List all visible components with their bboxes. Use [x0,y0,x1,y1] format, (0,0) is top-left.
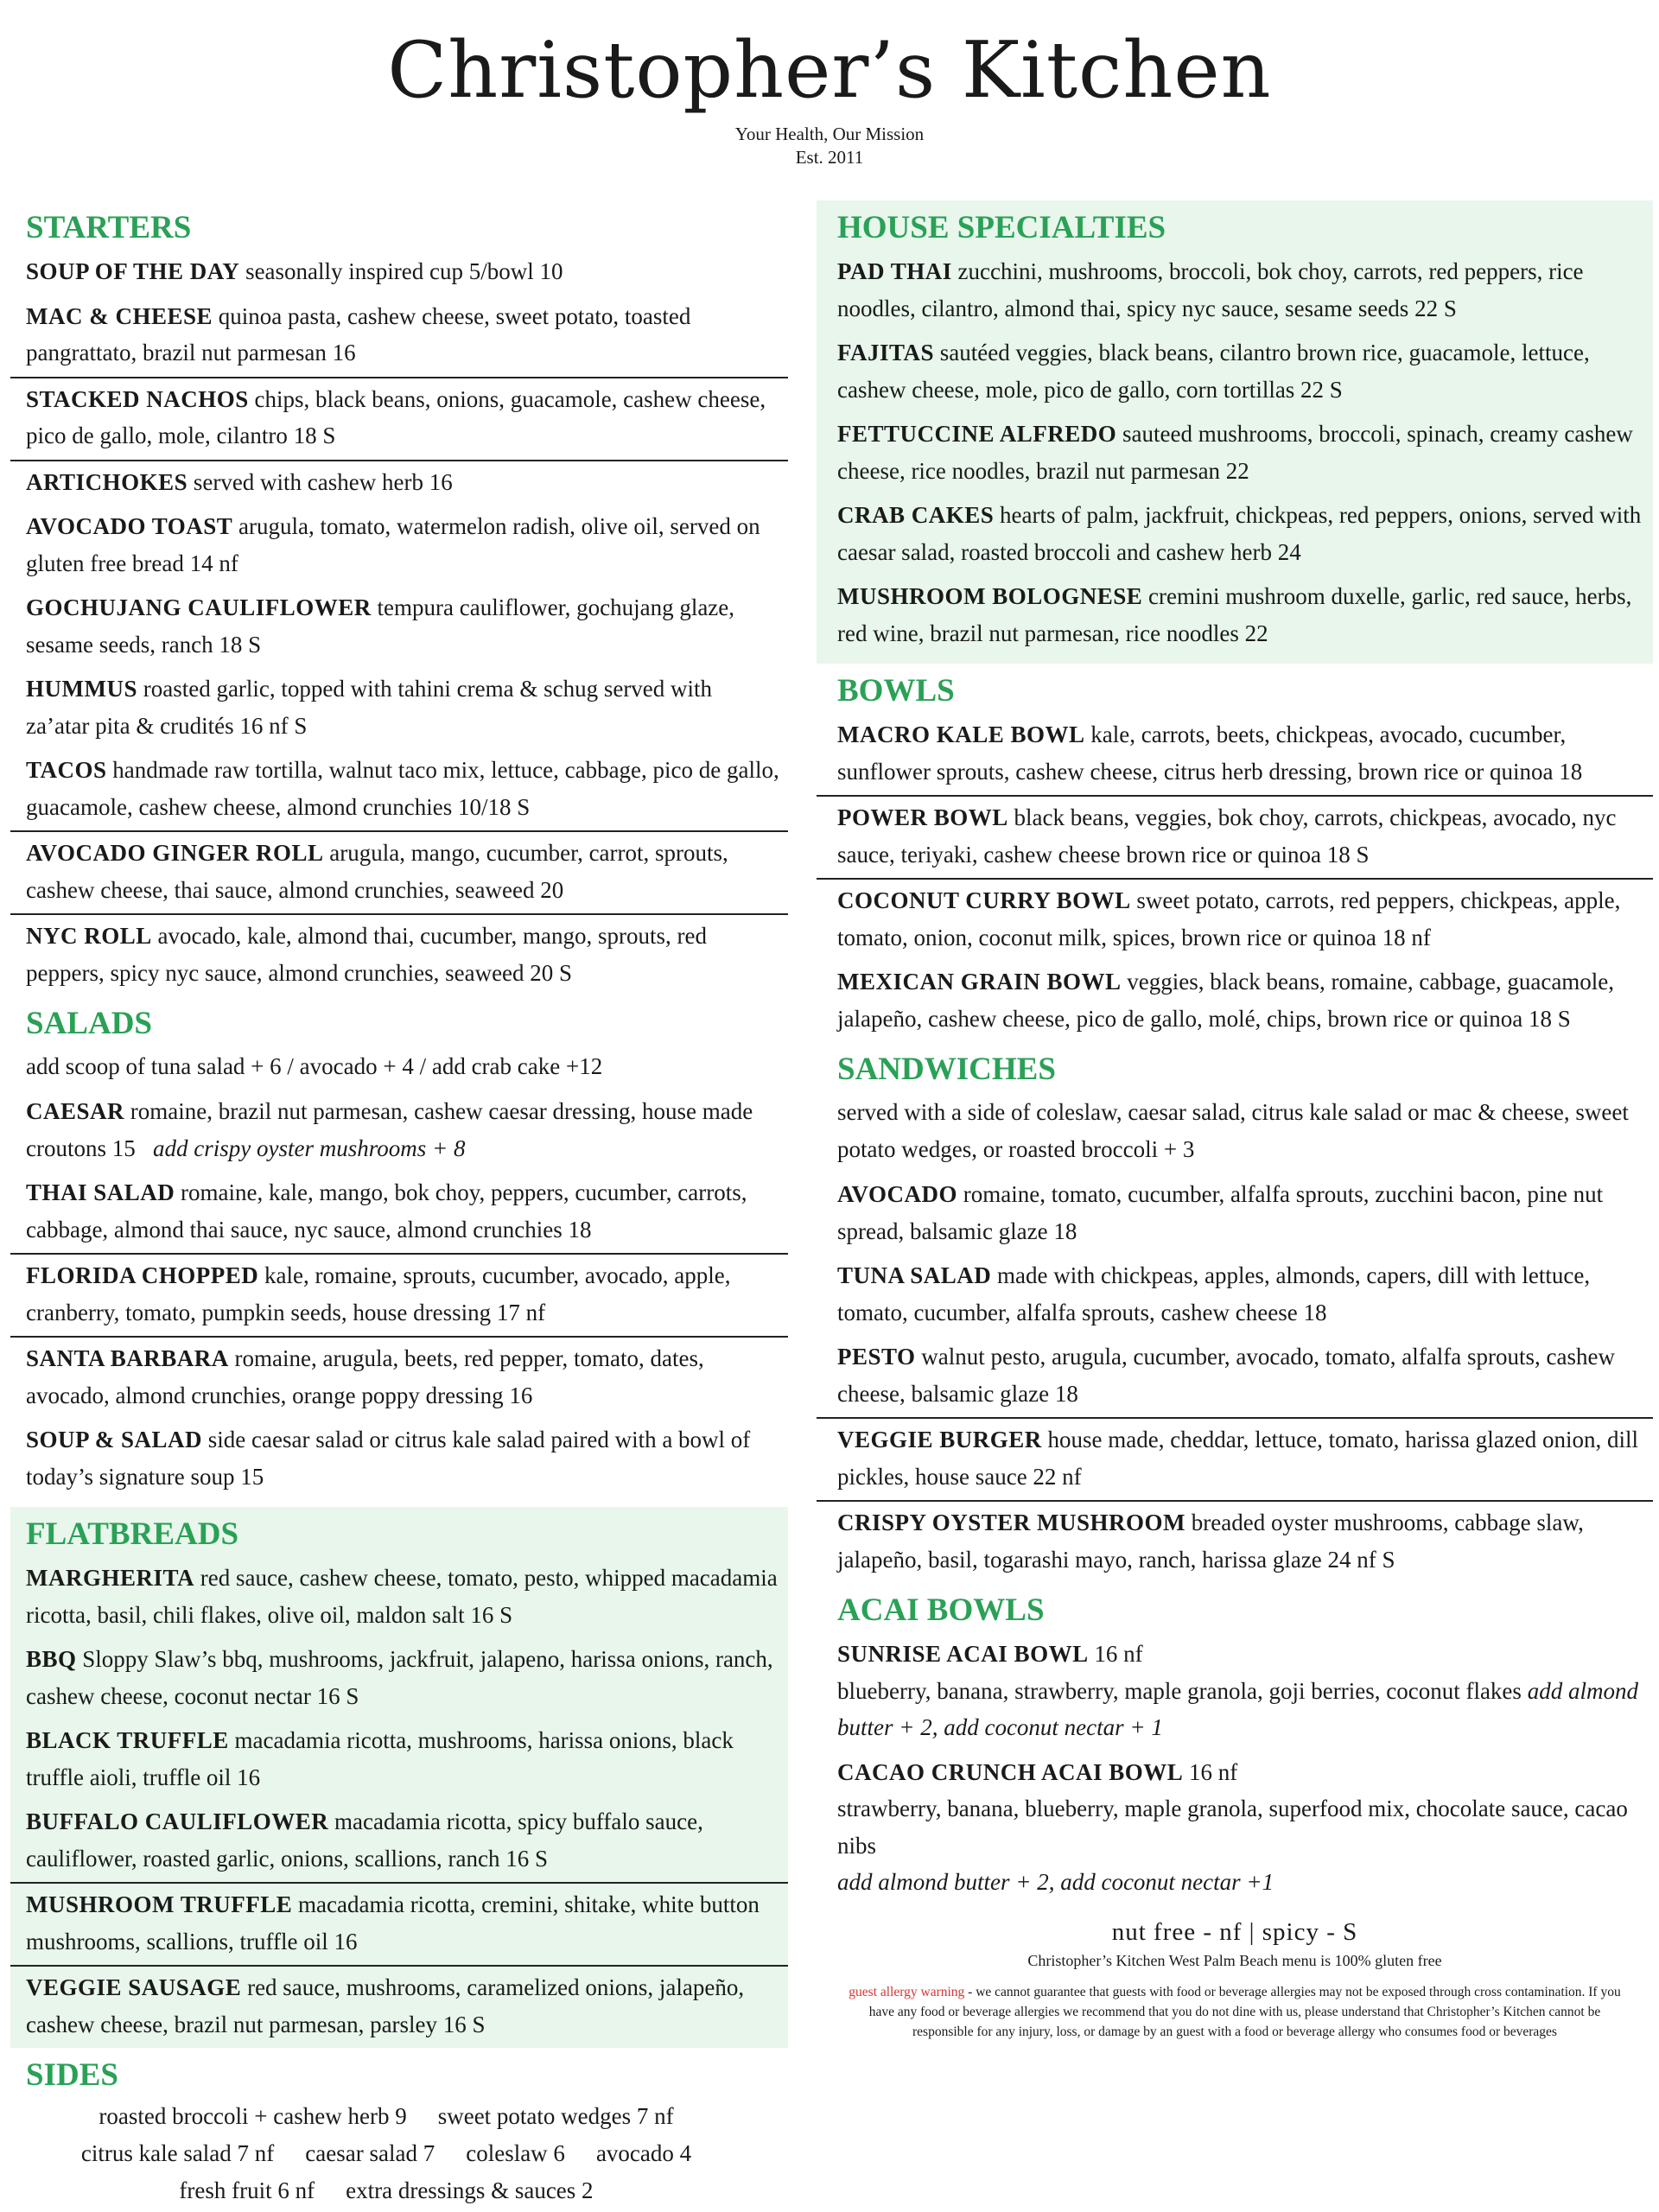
item-name: SOUP OF THE DAY [26,258,240,284]
menu-item [817,1633,1653,1751]
tagline: Your Health, Our Mission [734,124,925,144]
item-name: BBQ [26,1646,77,1672]
item-name: BUFFALO CAULIFLOWER [26,1808,329,1834]
item-name: NYC ROLL [26,923,152,949]
item-desc: avocado, kale, almond thai, cucumber, mango, sprouts, red peppers, spicy nyc sauce, almond crunchies, seaweed 20 S [26,923,707,986]
allergy-warning-text: - we cannot guarantee that guests with food or beverage allergies may not be exposed through cross contamination. If you have any food or beverage allergies we recommend that you do not dine with us, please understand that Christopher’s Kitchen cannot be responsible for any injury, loss, or damage by an guest with a food or beverage allergy who consumes food or beverages [868,1984,1621,2039]
item-name: MAC & CHEESE [26,302,213,329]
item-name: MARGHERITA [26,1565,195,1591]
item-addon-note: add almond butter + 2, add coconut nectar + 1 [837,1677,1638,1740]
item-desc: kale, romaine, sprouts, cucumber, avocado, apple, cranberry, tomato, pumpkin seeds, house dressing 17 nf [26,1262,731,1325]
item-price: 16 nf [1088,1641,1143,1667]
item-name: POWER BOWL [837,804,1008,830]
menu-item [817,332,1653,413]
item-desc: sauteed mushrooms, broccoli, spinach, creamy cashew cheese, rice noodles, brazil nut parmesan 22 [837,421,1633,484]
item-desc: romaine, tomato, cucumber, alfalfa sprouts, zucchini bacon, pine nut spread, balsamic glaze 18 [837,1181,1604,1244]
established-year: Est. 2011 [795,147,864,168]
section-title-acai-bowls: ACAI BOWLS [837,1592,1045,1628]
item-name: VEGGIE SAUSAGE [26,1974,242,2000]
bowls-section [817,664,1653,1042]
menu-item [10,378,788,461]
item-name: MACRO KALE BOWL [837,721,1085,747]
item-price: 16 nf [1183,1758,1238,1785]
item-name: PESTO [837,1344,916,1370]
section-title-sides: SIDES [26,2057,118,2093]
side-item: coleslaw 6 [466,2140,565,2166]
item-desc: sweet potato, carrots, red peppers, chickpeas, apple, tomato, onion, coconut milk, spices, brown rice or quinoa 18 nf [837,887,1621,950]
item-desc: sautéed veggies, black beans, cilantro brown rice, guacamole, lettuce, cashew cheese, mole, pico de gallo, corn tortillas 22 S [837,340,1590,403]
sides-row [10,2098,762,2135]
menu-item [10,668,788,749]
item-name: AVOCADO TOAST [26,513,233,539]
menu-item [10,1557,788,1638]
item-name: THAI SALAD [26,1179,175,1205]
section-title-flatbreads: FLATBREADS [26,1516,239,1552]
sandwiches-section [817,1042,1653,1583]
menu-item [817,1751,1653,1906]
item-desc: seasonally inspired cup 5/bowl 10 [239,258,563,284]
item-name: COCONUT CURRY BOWL [837,887,1131,913]
menu-item [10,1967,788,2048]
menu-item [10,749,788,832]
item-desc: arugula, mango, cucumber, carrot, sprouts, cashew cheese, thai sauce, almond crunchies, seaweed 20 [26,840,728,903]
item-name: CACAO CRUNCH ACAI BOWL [837,1758,1184,1785]
menu-item [10,505,788,587]
left-column [10,200,788,2209]
item-name: BLACK TRUFFLE [26,1727,229,1753]
item-desc: zucchini, mushrooms, broccoli, bok choy, carrots, red peppers, rice noodles, cilantro, almond thai, spicy nyc sauce, sesame seeds 22 S [837,258,1584,321]
item-name: FETTUCCINE ALFREDO [837,421,1117,447]
right-column [817,200,1653,2042]
item-name: FLORIDA CHOPPED [26,1262,259,1288]
menu-item [10,1719,788,1801]
menu-item [817,1336,1653,1419]
flatbreads-section [10,1507,788,2048]
item-desc: macadamia ricotta, mushrooms, harissa onions, black truffle aioli, truffle oil 16 [26,1727,734,1790]
menu-item [10,461,788,506]
menu-item [817,575,1653,657]
section-title-house-specialties: HOUSE SPECIALTIES [837,210,1166,245]
menu-item [817,1419,1653,1502]
item-desc: blueberry, banana, strawberry, maple granola, goji berries, coconut flakes [837,1677,1528,1704]
item-desc: breaded oyster mushrooms, cabbage slaw, jalapeño, basil, togarashi mayo, ranch, harissa glaze 24 nf S [837,1510,1584,1573]
menu-item [817,714,1653,797]
menu-item [10,296,788,378]
side-item: citrus kale salad 7 nf [80,2140,275,2166]
menu-item [10,832,788,915]
item-desc: cremini mushroom duxelle, garlic, red sauce, herbs, red wine, brazil nut parmesan, rice noodles 22 [837,583,1632,646]
item-desc: arugula, tomato, watermelon radish, olive oil, served on gluten free bread 14 nf [26,513,760,576]
allergy-warning-label: guest allergy warning [849,1984,965,1999]
section-title-sandwiches: SANDWICHES [837,1052,1056,1087]
gluten-free-note: Christopher’s Kitchen West Palm Beach menu is 100% gluten free [1027,1951,1442,1969]
menu-item [817,1255,1653,1336]
item-name: TACOS [26,757,107,783]
section-title-bowls: BOWLS [837,673,955,709]
side-item: extra dressings & sauces 2 [346,2177,594,2203]
side-item: avocado 4 [595,2140,692,2166]
menu-item [817,1173,1653,1255]
starters-section [10,200,788,996]
allergy-warning [817,1982,1653,2042]
item-desc: strawberry, banana, blueberry, maple granola, superfood mix, chocolate sauce, cacao nibs [837,1796,1628,1859]
menu-header [0,0,1659,169]
item-name: SOUP & SALAD [26,1427,203,1452]
menu-item [10,251,788,296]
menu-item [817,413,1653,494]
item-addon-note: add crispy oyster mushrooms + 8 [152,1135,466,1161]
menu-item [817,1502,1653,1583]
item-desc: made with chickpeas, apples, almonds, capers, dill with lettuce, tomato, cucumber, alfalfa sprouts, cashew cheese 18 [837,1262,1591,1325]
item-desc: side caesar salad or citrus kale salad paired with a bowl of today’s signature soup 15 [26,1427,751,1490]
menu-item [817,251,1653,332]
item-desc: tempura cauliflower, gochujang glaze, sesame seeds, ranch 18 S [26,594,735,658]
acai-bowls-section [817,1583,1653,1906]
item-desc: black beans, veggies, bok choy, carrots, chickpeas, avocado, nyc sauce, teriyaki, cashew cheese brown rice or quinoa 18 S [837,804,1617,868]
item-desc: veggies, black beans, romaine, cabbage, guacamole, jalapeño, cashew cheese, pico de gallo, molé, chips, brown rice or quinoa 18 S [837,969,1615,1032]
item-name: MUSHROOM BOLOGNESE [837,583,1143,609]
item-name: SUNRISE ACAI BOWL [837,1641,1089,1667]
item-name: CRAB CAKES [837,502,995,528]
sides-row [10,2172,762,2209]
item-name: PAD THAI [837,258,952,284]
item-desc: quinoa pasta, cashew cheese, sweet potato, toasted pangrattato, brazil nut parmesan 16 [26,302,691,365]
item-name: HUMMUS [26,676,137,702]
item-name: TUNA SALAD [837,1262,992,1288]
item-name: GOCHUJANG CAULIFLOWER [26,594,372,620]
item-name: ARTICHOKES [26,468,188,495]
house-specialties-section [817,200,1653,664]
item-desc: Sloppy Slaw’s bbq, mushrooms, jackfruit, jalapeno, harissa onions, ranch, cashew cheese, coconut nectar 16 S [26,1646,773,1709]
item-desc: chips, black beans, onions, guacamole, cashew cheese, pico de gallo, mole, cilantro 18 S [26,385,766,448]
menu-item [10,1255,788,1338]
sides-row [10,2135,762,2172]
item-name: CAESAR [26,1098,125,1124]
item-desc: walnut pesto, arugula, cucumber, avocado, tomato, alfalfa sprouts, cashew cheese, balsamic glaze 18 [837,1344,1615,1407]
item-name: SANTA BARBARA [26,1345,229,1371]
item-desc: house made, cheddar, lettuce, tomato, harissa glazed onion, dill pickles, house sauce 22 nf [837,1427,1638,1490]
item-desc: served with cashew herb 16 [188,468,453,495]
section-title-salads: SALADS [26,1006,152,1041]
salads-addons: add scoop of tuna salad + 6 / avocado + 4 / add crab cake +12 [26,1053,603,1079]
item-name: CRISPY OYSTER MUSHROOM [837,1510,1186,1535]
menu-item [10,1338,788,1419]
dietary-legend: nut free - nf | spicy - S [1111,1917,1358,1946]
item-name: AVOCADO [837,1181,957,1207]
sandwiches-sides-note: served with a side of coleslaw, caesar salad, citrus kale salad or mac & cheese, sweet potato wedges, or roasted broccoli + 3 [837,1099,1629,1162]
item-desc: macadamia ricotta, spicy buffalo sauce, cauliflower, roasted garlic, onions, scallions, ranch 16 S [26,1808,703,1872]
item-desc: red sauce, cashew cheese, tomato, pesto, whipped macadamia ricotta, basil, chili flakes, olive oil, maldon salt 16 S [26,1565,778,1628]
menu-item [10,1419,788,1500]
menu-item [817,494,1653,575]
item-desc: romaine, arugula, beets, red pepper, tomato, dates, avocado, almond crunchies, orange poppy dressing 16 [26,1345,704,1408]
menu-item [10,1801,788,1884]
item-desc: hearts of palm, jackfruit, chickpeas, red peppers, onions, served with caesar salad, roasted broccoli and cashew herb 24 [837,502,1642,565]
item-name: MUSHROOM TRUFFLE [26,1891,293,1917]
restaurant-name: Christopher’s Kitchen [387,25,1272,116]
item-name: FAJITAS [837,340,935,365]
item-desc: handmade raw tortilla, walnut taco mix, lettuce, cabbage, pico de gallo, guacamole, cashew cheese, almond crunchies 10/18 S [26,757,779,820]
side-item: roasted broccoli + cashew herb 9 [99,2103,407,2129]
item-addon-note: add almond butter + 2, add coconut nectar +1 [837,1869,1274,1895]
menu-item [10,1638,788,1719]
side-item: fresh fruit 6 nf [179,2177,315,2203]
menu-item [10,915,788,996]
item-desc: romaine, kale, mango, bok choy, peppers, cucumber, carrots, cabbage, almond thai sauce, nyc sauce, almond crunchies 18 [26,1179,747,1243]
salads-section [10,996,788,1500]
item-desc: roasted garlic, topped with tahini crema & schug served with za’atar pita & crudités 16 nf S [26,676,713,739]
item-desc: kale, carrots, beets, chickpeas, avocado, cucumber, sunflower sprouts, cashew cheese, citrus herb dressing, brown rice or quinoa 18 [837,721,1583,785]
item-name: STACKED NACHOS [26,385,249,412]
item-desc: macadamia ricotta, cremini, shitake, white button mushrooms, scallions, truffle oil 16 [26,1891,760,1955]
menu-item [10,1884,788,1967]
menu-item [817,880,1653,961]
item-name: MEXICAN GRAIN BOWL [837,969,1122,995]
section-title-starters: STARTERS [26,210,192,245]
item-name: AVOCADO GINGER ROLL [26,840,324,866]
side-item: caesar salad 7 [305,2140,435,2166]
item-desc: red sauce, mushrooms, caramelized onions, jalapeño, cashew cheese, brazil nut parmesan, parsley 16 S [26,1974,745,2037]
menu-item [10,1090,788,1172]
sides-section [10,2048,788,2209]
menu-item [10,587,788,668]
menu-item [817,797,1653,880]
menu-item [817,961,1653,1042]
item-desc: romaine, brazil nut parmesan, cashew caesar dressing, house made croutons 15 [26,1098,753,1161]
item-name: VEGGIE BURGER [837,1427,1042,1452]
menu-item [10,1172,788,1255]
side-item: sweet potato wedges 7 nf [437,2103,674,2129]
